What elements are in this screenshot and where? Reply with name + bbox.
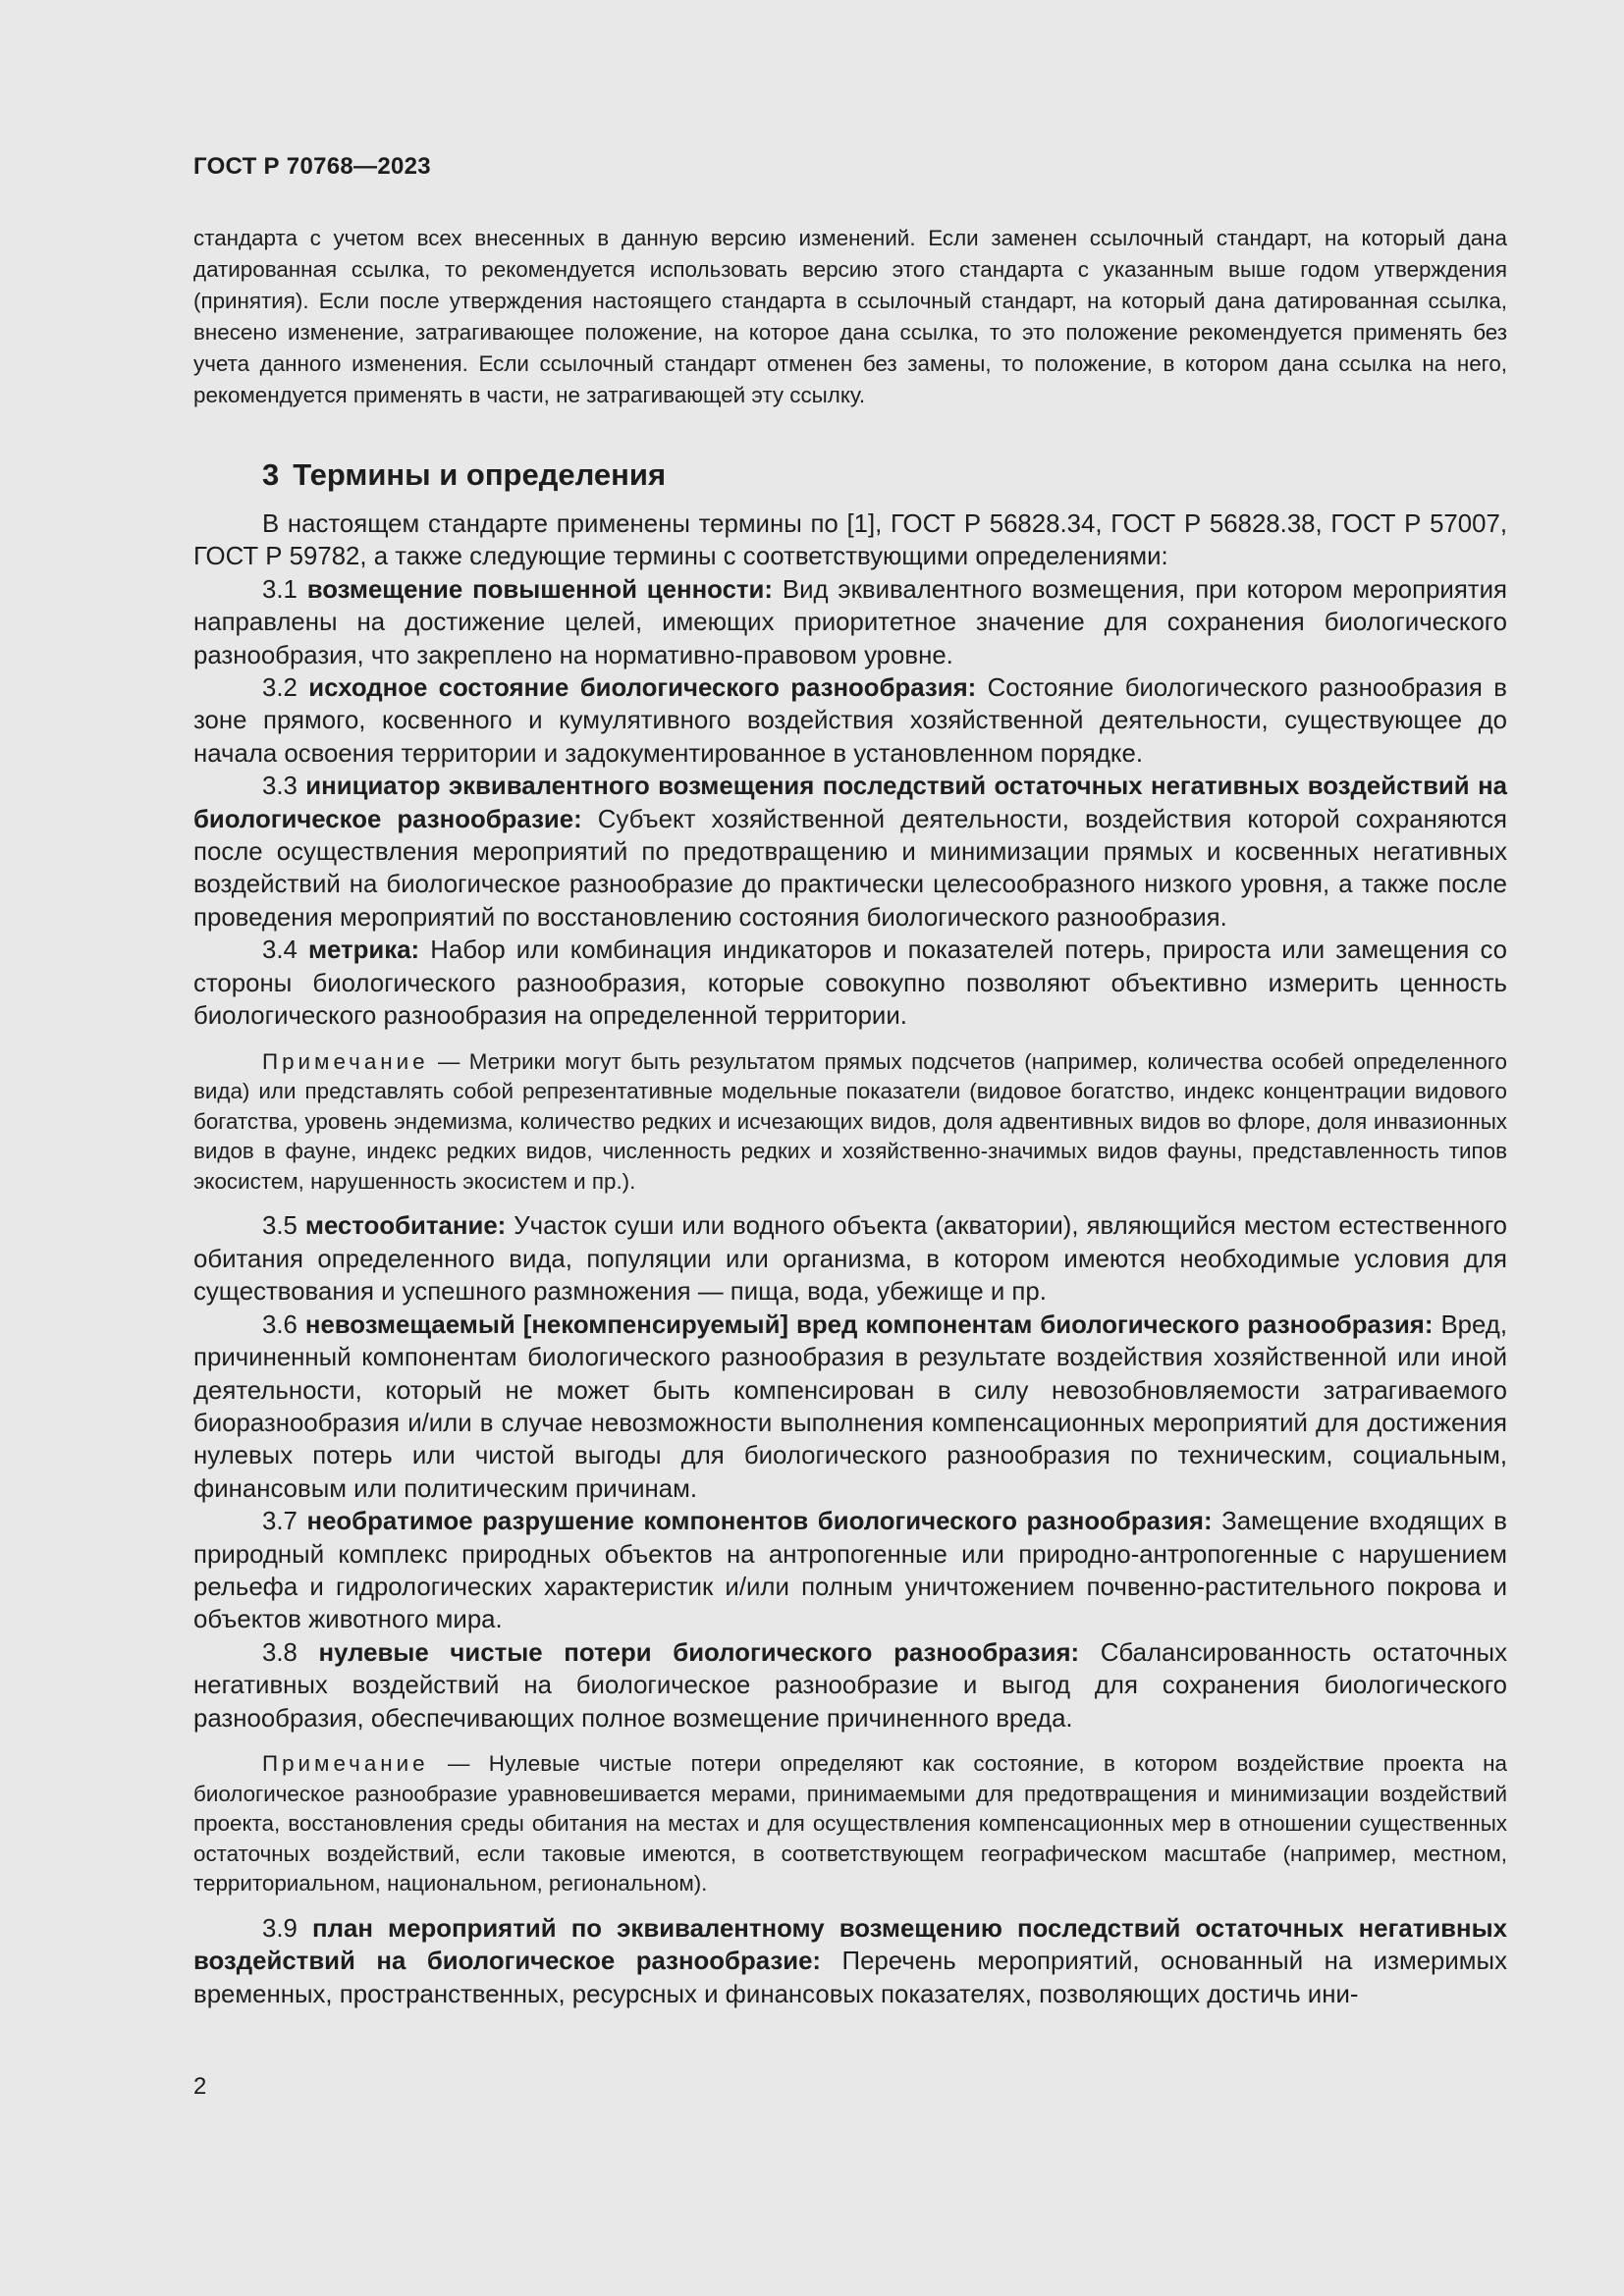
term-number: 3.1 [262,575,298,604]
term-number: 3.8 [262,1638,298,1667]
section-lead-paragraph: В настоящем стандарте применены термины по [1], ГОСТ Р 56828.34, ГОСТ Р 56828.38, ГОСТ Р 57007, ГОСТ Р 59782, а также следующие термины с соответствующими определениями: [193,510,1507,571]
term-number: 3.4 [262,936,298,965]
intro-paragraph: стандарта с учетом всех внесенных в данную версию изменений. Если заменен ссылочный стандарт, на который дана датированная ссылка, то рекомендуется использовать версию этого стандарта с указанным выше годом утверждения (принятия). Если после утверждения настоящего стандарта в ссылочный стандарт, на который дана датированная ссылка, внесено изменение, затрагивающее положение, на которое дана ссылка, то это положение рекомендуется применять без учета данного изменения. Если ссылочный стандарт отменен без замены, то положение, в котором дана ссылка на него, рекомендуется применять в части, не затрагивающей эту ссылку. [193,226,1507,407]
term-3-7 [193,1506,1507,1637]
term-definition: Вред, причиненный компонентам биологического разнообразия в результате воздействия хозяйственной или иной деятельности, который не может быть компенсирован в силу невозобновляемости затрагиваемого биоразнообразия и/или в случае невозможности выполнения компенсационных мероприятий для достижения нулевых потерь или чистой выгоды для биологического разнообразия по техническим, социальным, финансовым или политическим причинам. [193,1310,1507,1503]
term-number: 3.9 [262,1914,298,1943]
term-definition: Участок суши или водного объекта (акватории), являющийся местом естественного обитания определенного вида, популяции или организма, в котором имеются необходимые условия для существования и успешного размножения — пища, вода, убежище и пр. [193,1212,1508,1307]
section-number: 3 [262,457,280,492]
term-definition: Замещение входящих в природный комплекс природных объектов на антропогенные или природно-антропогенные с нарушением рельефа и гидрологических характеристик и/или полным уничтожением почвенно-растительного покрова и объектов животного мира. [193,1508,1508,1634]
term-3-4 [193,934,1507,1033]
section-title [193,455,1507,495]
note-text: — Нулевые чистые потери определяют как состояние, в котором воздействие проекта на биологическое разнообразие уравновешивается мерами, принимаемыми для предотвращения и минимизации воздействий проекта, восстановления среды обитания на местах и для осуществления компенсационных мер в отношении существенных остаточных воздействий, если таковые имеются, в соответствующем географическом масштабе (например, местном, территориальном, национальном, региональном). [193,1750,1507,1896]
note-text: — Метрики могут быть результатом прямых подсчетов (например, количества особей определенного вида) или представлять собой репрезентативные модельные показатели (видовое богатство, индекс концентрации видового богатства, уровень эндемизма, количество редких и исчезающих видов, доля адвентивных видов во флоре, доля инвазионных видов в фауне, индекс редких видов, численность редких и хозяйственно-значимых видов фауны, представленность типов экосистем, нарушенность экосистем и пр.). [193,1048,1507,1194]
term-3-9 [193,1913,1507,2011]
term-definition: Перечень мероприятий, основанный на измеримых временных, пространственных, ресурсных и финансовых показателях, позволяющих достичь ини- [193,1948,1507,2008]
term-name: план мероприятий по эквивалентному возмещению последствий остаточных негативных воздействий на биологическое разнообразие: [193,1914,1508,1976]
term-definition: Вид эквивалентного возмещения, при котором мероприятия направлены на достижение целей, имеющих приоритетное значение для сохранения биологического разнообразия, что закреплено на нормативно-правовом уровне. [193,575,1507,669]
term-name: невозмещаемый [некомпенсируемый] вред компонентам биологического разнообразия: [304,1310,1434,1339]
term-3-5 [193,1210,1507,1308]
term-number: 3.7 [262,1508,298,1536]
term-name: местообитание: [304,1212,507,1241]
note-label: Примечание [262,1750,429,1776]
term-3-2 [193,672,1507,771]
section-title-text: Термины и определения [293,457,667,492]
term-definition: Сбалансированность остаточных негативных воздействий на биологическое разнообразие и выгод для сохранения биологического разнообразия, обеспечивающих полное возмещение причиненного вреда. [193,1638,1507,1733]
term-name: инициатор эквивалентного возмещения последствий остаточных негативных воздействий на биологическое разнообразие: [193,773,1507,833]
term-definition: Набор или комбинация индикаторов и показателей потерь, прироста или замещения со стороны биологического разнообразия, которые совокупно позволяют объективно измерить ценность биологического разнообразия на определенной территории. [193,936,1507,1031]
note-label: Примечание [262,1048,429,1074]
document-body [193,223,1507,2011]
term-name: возмещение повышенной ценности: [306,575,774,604]
term-number: 3.5 [262,1212,298,1241]
document-header: ГОСТ Р 70768—2023 [193,153,431,180]
term-3-8 [193,1637,1507,1735]
term-name: необратимое разрушение компонентов биологического разнообразия: [306,1508,1213,1536]
term-definition: Состояние биологического разнообразия в зоне прямого, косвенного и кумулятивного воздействия хозяйственной деятельности, существующее до начала освоения территории и задокументированное в установленном порядке. [193,674,1507,768]
term-number: 3.6 [262,1310,298,1339]
term-name: нулевые чистые потери биологического разнообразия: [318,1638,1080,1667]
note-metrics [193,1047,1507,1198]
term-definition: Субъект хозяйственной деятельности, воздействия которой сохраняются после осуществления мероприятий по предотвращению и минимизации прямых и косвенных негативных воздействий на биологическое разнообразие до практически целесообразного низкого уровня, а также после проведения мероприятий по восстановлению состояния биологического разнообразия. [193,805,1507,932]
term-name: метрика: [307,936,420,965]
term-number: 3.2 [262,674,298,703]
term-3-6 [193,1309,1507,1506]
note-zero-net-loss [193,1749,1507,1899]
term-3-3 [193,771,1507,934]
term-3-1 [193,574,1507,672]
term-number: 3.3 [262,773,298,801]
page-number: 2 [193,2073,207,2100]
term-name: исходное состояние биологического разнообразия: [308,674,977,703]
